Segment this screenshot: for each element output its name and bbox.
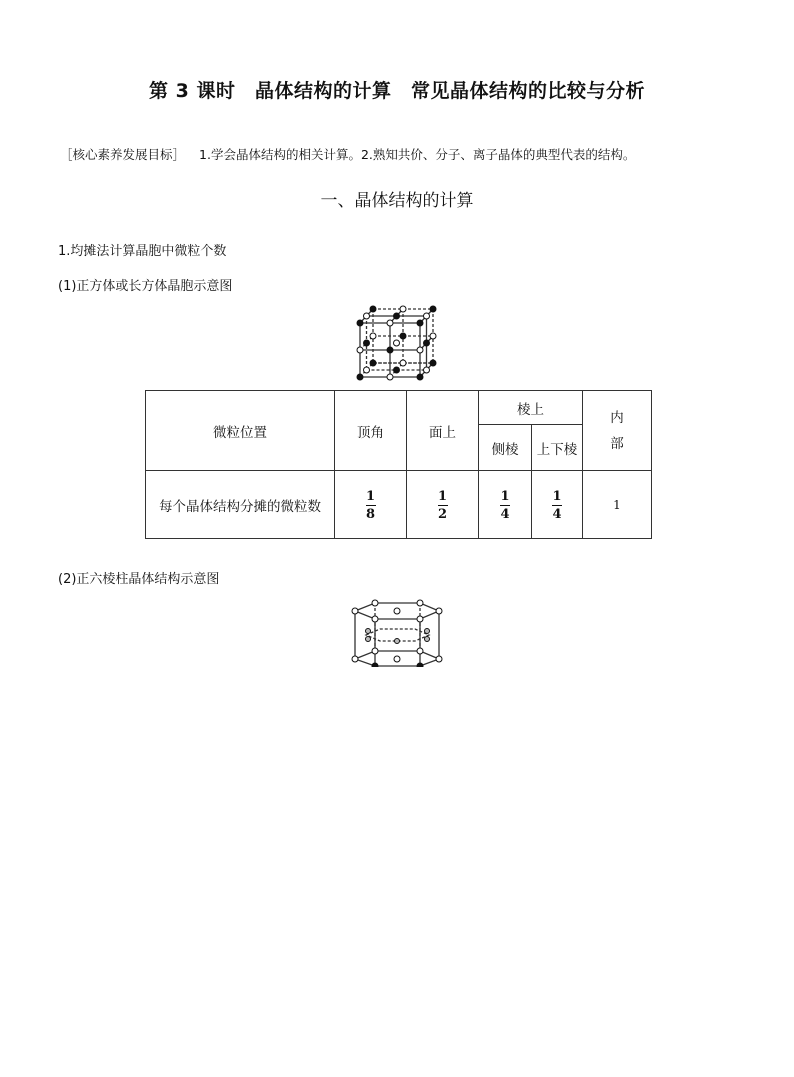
core-goal-text: 1.学会晶体结构的相关计算。2.熟知共价、分子、离子晶体的典型代表的结构。: [199, 147, 636, 162]
header-edge: 棱上: [479, 391, 583, 425]
header-tb-edge: 上下棱: [532, 425, 583, 471]
header-vertex: 顶角: [335, 391, 407, 471]
header-inner-1: 内: [610, 409, 624, 426]
header-side-edge: 侧棱: [479, 425, 532, 471]
face-num: 1: [437, 488, 448, 504]
header-face: 面上: [407, 391, 479, 471]
header-inner-2: 部: [610, 435, 624, 452]
share-table: [145, 390, 652, 539]
vertex-den: 8: [365, 506, 376, 522]
header-position: 微粒位置: [146, 391, 335, 471]
hexagonal-prism-figure: [350, 599, 445, 667]
tb-edge-num: 1: [552, 488, 562, 504]
cell-tb-edge: [532, 471, 583, 539]
side-edge-num: 1: [500, 488, 510, 504]
header-inner: [583, 391, 652, 471]
cell-side-edge: [479, 471, 532, 539]
page-title: 第 3 课时 晶体结构的计算 常见晶体结构的比较与分析: [149, 80, 645, 102]
cell-inner: 1: [583, 471, 652, 539]
cell-face: [407, 471, 479, 539]
tb-edge-den: 4: [552, 506, 562, 522]
subitem-cube-heading: (1)正方体或长方体晶胞示意图: [58, 279, 233, 294]
subitem-hex-heading: (2)正六棱柱晶体结构示意图: [58, 572, 220, 587]
face-den: 2: [437, 506, 448, 522]
vertex-num: 1: [365, 488, 376, 504]
item-heading-1: 1.均摊法计算晶胞中微粒个数: [58, 244, 227, 259]
row-label: 每个晶体结构分摊的微粒数: [146, 471, 335, 539]
side-edge-den: 4: [500, 506, 510, 522]
cell-vertex: [335, 471, 407, 539]
section-heading: 一、晶体结构的计算: [320, 191, 474, 211]
cubic-cell-figure: [355, 301, 439, 383]
core-goal-label: ［核心素养发展目标］: [60, 147, 186, 162]
core-goal: [60, 145, 635, 163]
